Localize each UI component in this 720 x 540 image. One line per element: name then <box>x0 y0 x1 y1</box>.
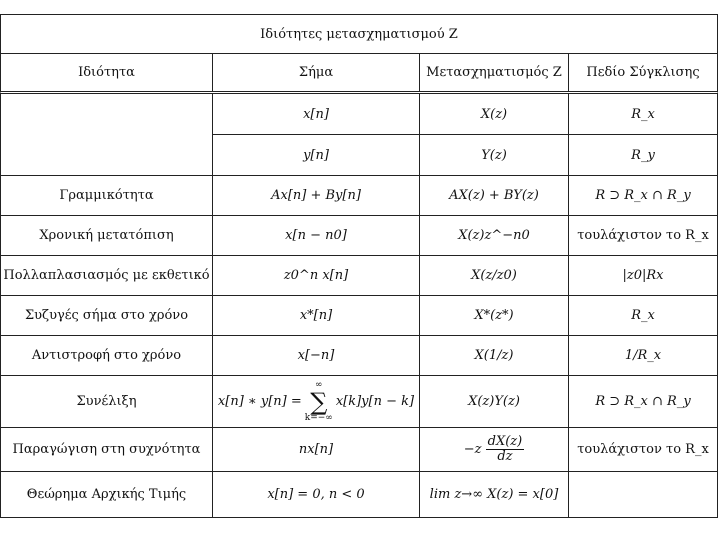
differentiation-prefix: −z <box>463 442 482 457</box>
table-cell-signal: x*[n] <box>213 296 420 335</box>
table-title-row <box>0 14 718 54</box>
header-roc: Πεδίο Σύγκλισης <box>586 65 700 80</box>
table-cell-roc: |z0|Rx <box>622 268 664 283</box>
table-cell-transform <box>420 428 569 471</box>
table-cell-transform: X(z)Y(z) <box>420 376 569 427</box>
table-cell-signal: nx[n] <box>213 428 420 471</box>
table-cell-roc: τουλάχιστον το R_x <box>577 228 709 243</box>
table-cell-transform: lim z→∞ X(z) = x[0] <box>420 472 569 517</box>
table-cell-transform: X(z) <box>420 94 569 134</box>
table-row <box>0 472 718 518</box>
table-cell-property: Γραμμικότητα <box>1 176 213 215</box>
convolution-formula <box>218 381 414 423</box>
table-row <box>213 94 717 135</box>
table-cell-property: Θεώρημα Αρχικής Τιμής <box>1 472 213 517</box>
table-cell-signal: x[n − n0] <box>213 216 420 255</box>
table-cell-property: Πολλαπλασιασμός με εκθετικό <box>1 256 213 295</box>
base-signals-group <box>0 94 718 176</box>
z-transform-properties-table <box>0 14 718 518</box>
table-cell-roc <box>569 472 717 517</box>
table-cell-property: Συζυγές σήμα στο χρόνο <box>1 296 213 335</box>
table-cell-roc: R_y <box>631 147 655 163</box>
header-signal: Σήμα <box>213 54 420 91</box>
table-row <box>0 216 718 256</box>
table-cell-property: Χρονική μετατόπιση <box>1 216 213 255</box>
summation-symbol <box>305 381 333 423</box>
table-row <box>0 176 718 216</box>
table-cell-transform: X(z)z^−n0 <box>420 216 569 255</box>
table-cell-signal: x[n] <box>213 94 420 134</box>
table-cell-transform: X(z/z0) <box>420 256 569 295</box>
table-title: Ιδιότητες μετασχηματισμού Z <box>260 26 458 42</box>
table-cell-roc: R ⊃ R_x ∩ R_y <box>595 394 691 409</box>
table-cell-property: Συνέλιξη <box>1 376 213 427</box>
table-cell-property <box>1 94 213 175</box>
table-cell-property: Παραγώγιση στη συχνότητα <box>1 428 213 471</box>
convolution-rhs: x[k]y[n − k] <box>335 394 415 409</box>
table-cell-property: Αντιστροφή στο χρόνο <box>1 336 213 375</box>
table-cell-signal <box>213 376 420 427</box>
table-row <box>0 256 718 296</box>
table-cell-transform: AX(z) + BY(z) <box>420 176 569 215</box>
table-cell-roc: R_x <box>631 106 655 122</box>
table-row <box>0 336 718 376</box>
header-row <box>0 54 718 94</box>
table-cell-roc: 1/R_x <box>624 348 662 363</box>
table-cell-transform: X(1/z) <box>420 336 569 375</box>
table-row <box>0 296 718 336</box>
table-cell-signal: x[−n] <box>213 336 420 375</box>
table-row <box>0 376 718 428</box>
table-cell-signal: z0^n x[n] <box>213 256 420 295</box>
derivative-denominator: dz <box>497 449 513 464</box>
table-cell-signal: y[n] <box>213 135 420 175</box>
header-property: Ιδιότητα <box>1 54 213 91</box>
table-row <box>213 135 717 175</box>
table-cell-signal: Ax[n] + By[n] <box>213 176 420 215</box>
table-cell-roc: τουλάχιστον το R_x <box>577 442 709 457</box>
table-row <box>0 428 718 472</box>
table-cell-transform: Y(z) <box>420 135 569 175</box>
table-cell-transform: X*(z*) <box>420 296 569 335</box>
sigma-icon: ∑ <box>310 387 328 416</box>
table-cell-roc: R ⊃ R_x ∩ R_y <box>595 188 691 203</box>
header-transform: Μετασχηματισμός Z <box>420 54 569 91</box>
derivative-fraction <box>486 435 525 465</box>
derivative-numerator: dX(z) <box>487 433 523 449</box>
table-cell-roc: R_x <box>631 308 655 323</box>
convolution-lhs: x[n] ∗ y[n] = <box>217 394 302 409</box>
table-cell-signal: x[n] = 0, n < 0 <box>213 472 420 517</box>
summation-upper: ∞ <box>315 379 323 390</box>
summation-lower: k=−∞ <box>304 412 333 423</box>
